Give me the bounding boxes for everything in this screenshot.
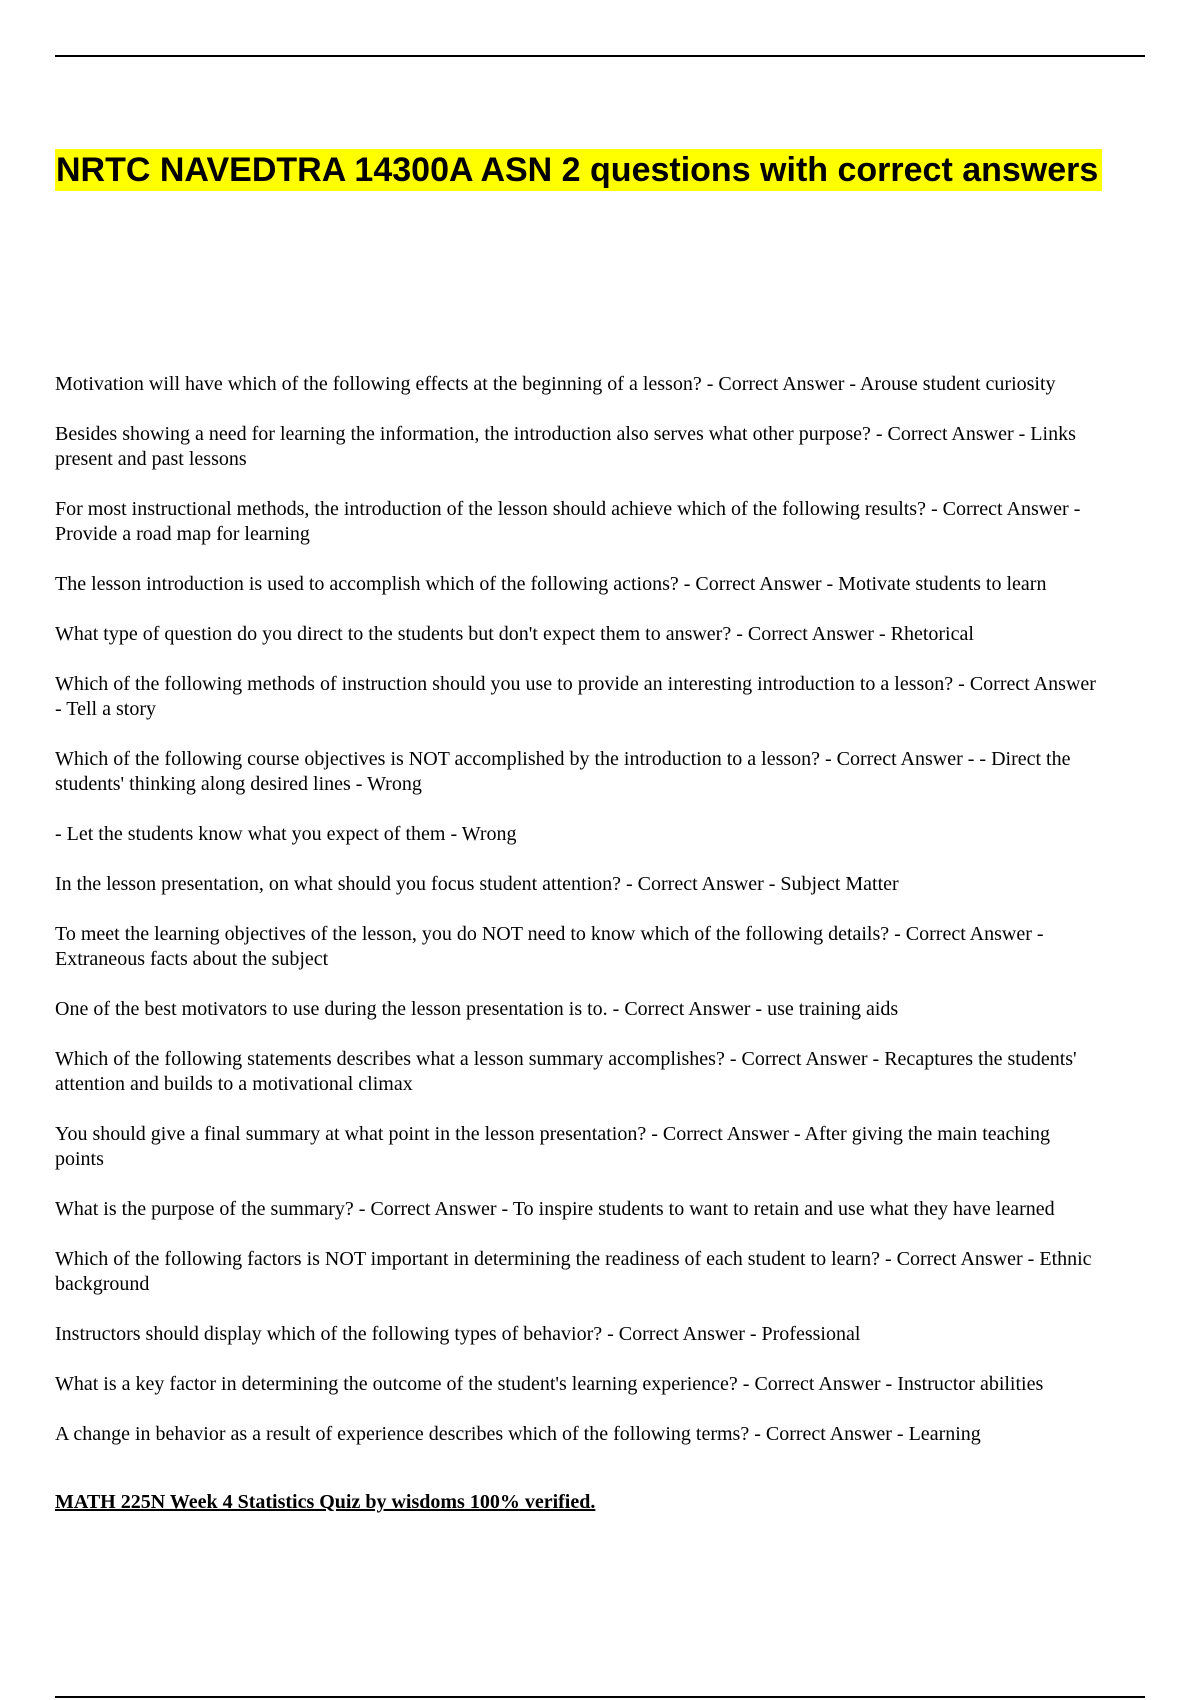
qa-entry [55, 572, 1200, 597]
qa-entry-line: Which of the following statements describes what a lesson summary accomplishes? - Correct Answer - Recaptures the students' [55, 1048, 1077, 1070]
qa-entry-line: What is the purpose of the summary? - Correct Answer - To inspire students to want to retain and use what they have learned [55, 1198, 1055, 1220]
qa-entry [55, 497, 1200, 547]
qa-entry-line: Which of the following methods of instruction should you use to provide an interesting introduction to a lesson? - Correct Answer [55, 673, 1096, 695]
document-title: NRTC NAVEDTRA 14300A ASN 2 questions with correct answers [55, 149, 1102, 191]
qa-entry [55, 422, 1200, 472]
qa-entry-line: Which of the following factors is NOT important in determining the readiness of each student to learn? - Correct Answer - Ethnic [55, 1248, 1092, 1270]
qa-list [55, 372, 1200, 1472]
qa-entry-line: attention and builds to a motivational climax [55, 1073, 413, 1095]
qa-entry [55, 1372, 1200, 1397]
related-document-link[interactable]: MATH 225N Week 4 Statistics Quiz by wisdoms 100% verified. [55, 1491, 596, 1513]
qa-entry [55, 1247, 1200, 1297]
qa-entry-line: One of the best motivators to use during the lesson presentation is to. - Correct Answer - use training aids [55, 998, 899, 1020]
qa-entry-line: A change in behavior as a result of experience describes which of the following terms? - Correct Answer - Learning [55, 1423, 981, 1445]
qa-entry-line: You should give a final summary at what point in the lesson presentation? - Correct Answer - After giving the main teaching [55, 1123, 1050, 1145]
qa-entry-line: Extraneous facts about the subject [55, 948, 329, 970]
qa-entry [55, 1047, 1200, 1097]
qa-entry-line: The lesson introduction is used to accomplish which of the following actions? - Correct Answer - Motivate students to learn [55, 573, 1047, 595]
qa-entry [55, 1197, 1200, 1222]
qa-entry [55, 922, 1200, 972]
qa-entry-line: - Let the students know what you expect of them - Wrong [55, 823, 517, 845]
qa-entry [55, 1122, 1200, 1172]
qa-entry-line: - Tell a story [55, 698, 156, 720]
qa-entry-line: For most instructional methods, the introduction of the lesson should achieve which of the following results? - Correct Answer - [55, 498, 1081, 520]
qa-entry [55, 997, 1200, 1022]
qa-entry [55, 622, 1200, 647]
qa-entry-line: background [55, 1273, 150, 1295]
qa-entry-line: Provide a road map for learning [55, 523, 310, 545]
qa-entry-line: Which of the following course objectives is NOT accomplished by the introduction to a lesson? - Correct Answer - - Direct the [55, 748, 1071, 770]
qa-entry-line: students' thinking along desired lines - Wrong [55, 773, 422, 795]
qa-entry-line: What is a key factor in determining the outcome of the student's learning experience? - Correct Answer - Instructor abilities [55, 1373, 1044, 1395]
qa-entry-line: Instructors should display which of the following types of behavior? - Correct Answer - Professional [55, 1323, 861, 1345]
title-container [55, 149, 1200, 191]
qa-entry [55, 747, 1200, 797]
qa-entry-line: Besides showing a need for learning the information, the introduction also serves what other purpose? - Correct Answer - Links [55, 423, 1076, 445]
qa-entry-line: What type of question do you direct to the students but don't expect them to answer? - Correct Answer - Rhetorical [55, 623, 974, 645]
qa-entry [55, 822, 1200, 847]
qa-entry [55, 1422, 1200, 1447]
qa-entry [55, 1322, 1200, 1347]
qa-entry-line: points [55, 1148, 104, 1170]
bottom-rule [55, 1696, 1145, 1698]
qa-entry-line: To meet the learning objectives of the lesson, you do NOT need to know which of the following details? - Correct Answer - [55, 923, 1044, 945]
top-rule [55, 55, 1145, 57]
qa-entry-line: present and past lessons [55, 448, 247, 470]
qa-entry [55, 672, 1200, 722]
qa-entry [55, 372, 1200, 397]
qa-entry [55, 872, 1200, 897]
qa-entry-line: Motivation will have which of the following effects at the beginning of a lesson? - Correct Answer - Arouse student curiosity [55, 373, 1056, 395]
qa-entry-line: In the lesson presentation, on what should you focus student attention? - Correct Answer - Subject Matter [55, 873, 899, 895]
